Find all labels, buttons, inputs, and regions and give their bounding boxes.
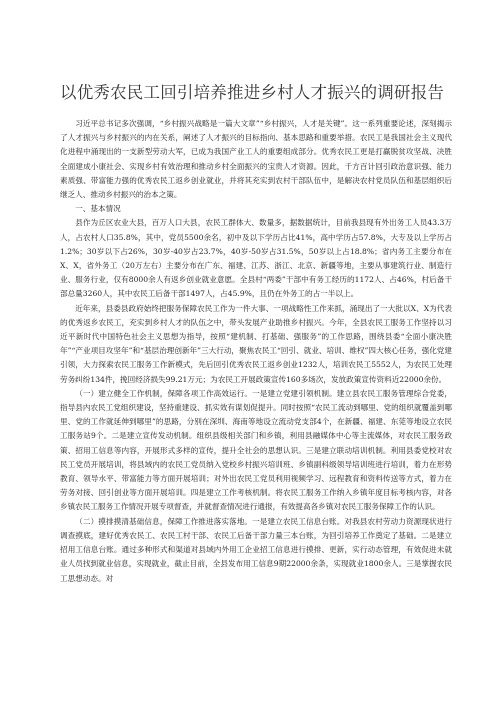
paragraph: （一）建立健全工作机制，保障各项工作高效运行。一是建立党建引领机制。建立县农民工服务管理综合党委，指导县内农民工党组织建设，坚持重建设、抓实效有谋划促提升。同时按照“农民工流动到哪里、党的组织就覆盖到哪里、党的工作就延伸到哪里”的思路，分别在深圳、海南等地设立流动党支部4个，在新疆、福建、东莞等地设立农民工服务站9个。二是建立宣传发动机制。组织县级相关部门和乡镇，利用县融媒体中心等主流媒体，对农民工服务政策、招用工信息等内容，开展形式多样的宣传，提升全社会的思想认识。三是建立联动培训机制。利用县委党校对农民工党员开展培训，将县域内的农民工党员纳入党校乡村振兴培训班、乡镇副科级领导培训班进行培训，着力在形势教育、领导水平、带富能力等方面开展培训；对外出农民工党员利用视频学习、远程教育和资料传送等方式，着力在劳务对接、回引创业等方面开展培训。四是建立工作考核机制。将农民工服务工作纳入乡镇年度目标考核内容，对各乡镇农民工服务工作情况开展专项督查，并就督查情况进行通报，有效提高各乡镇对农民工服务保障工作的认识。 — [60, 388, 452, 512]
paragraph: 县作为丘区农业大县，百万人口大县，农民工群体大、数量多，据数据统计，目前我县现有外出务工人员43.3万人，占农村人口35.8%，其中，党员5500余名，初中及以下学历占比41%，高中学历占57.8%，大专及以上学历占1.2%；30岁以下占26%，30岁-40岁占23.7%，40岁-50岁占31.5%，50岁以上占18.8%；省内务工主要分布在X、X，省外务工（20万左右）主要分布在广东、福建、江苏、浙江、北京、新疆等地，主要从事建筑行业、制造行业、服务行业，仅有8000余人有返乡创业就业意愿。全县村“两委”干部中有务工经历的1172人、占46%，村后备干部总量3260人，其中农民工后备干部1497人，占45.9%，且仍在外务工的占一半以上。 — [60, 218, 452, 299]
paragraph: 近年来，县委县政府始终把服务保障农民工作为一件大事、一项战略性工作来抓，涌现出了一大批以X、X为代表的优秀返乡农民工，充实到乡村人才的队伍之中，带头发展产业助推乡村振兴。今年，全县农民工服务工作坚持以习近平新时代中国特色社会主义思想为指导，按照“建机制、打基础、强服务”的工作思路，围绕县委“全面小康决胜年”“产业项目攻坚年”和“基层治理创新年”三大行动，聚焦农民工“回引、就业、培训、维权”四大核心任务，强化党建引领，大力探索农民工服务工作新模式，先后回引优秀农民工返乡创业1232人，培训农民工5552人，为农民工处理劳务纠纷134件，挽回经济损失99.21万元；为农民工开展政策宣传160多场次，发放政策宣传资料近22000余份。 — [60, 303, 452, 384]
paragraph: 习近平总书记多次强调，“乡村振兴战略是一篇大文章”“乡村振兴，人才是关键”。这一系列重要论述，深刻揭示了人才振兴与乡村振兴的内在关系，阐述了人才振兴的目标指向、基本思路和重要举措。农民工是我国社会主义现代化进程中涌现出的一支新型劳动大军，已成为我国产业工人的重要组成部分。优秀农民工更是打赢脱贫攻坚战、决胜全面建成小康社会、实现乡村有效治理和推动乡村全面振兴的宝贵人才资源。因此，千方百计回引政治意识强、能力素质强、带富能力强的优秀农民工返乡创业就业，并将其充实到农村干部队伍中，是解决农村党员队伍和基层组织后继乏人、推动乡村振兴的治本之策。 — [60, 119, 452, 200]
section-heading: 一、基本情况 — [75, 204, 121, 214]
paragraph: （二）摸排摸清基础信息，保障工作推进落实落地。一是建立农民工信息台账。对我县农村劳动力资源现状进行调查摸底，建好优秀农民工、农民工村干部、农民工后备干部力量三本台账，为回引培养工作奠定了基础。二是建立招用工信息台账。通过多种形式和渠道对县域内外用工企业招工信息进行摸排、更新，实行动态管理，有效促进未就业人员找到就业信息，实现就业，截止目前，全县发布用工信息9期22000余条，实现就业1800余人。三是掌握农民工思想动态。对 — [60, 516, 452, 583]
document-title: 以优秀农民工回引培养推进乡村人才振兴的调研报告 — [60, 83, 445, 102]
document-body — [60, 117, 452, 586]
